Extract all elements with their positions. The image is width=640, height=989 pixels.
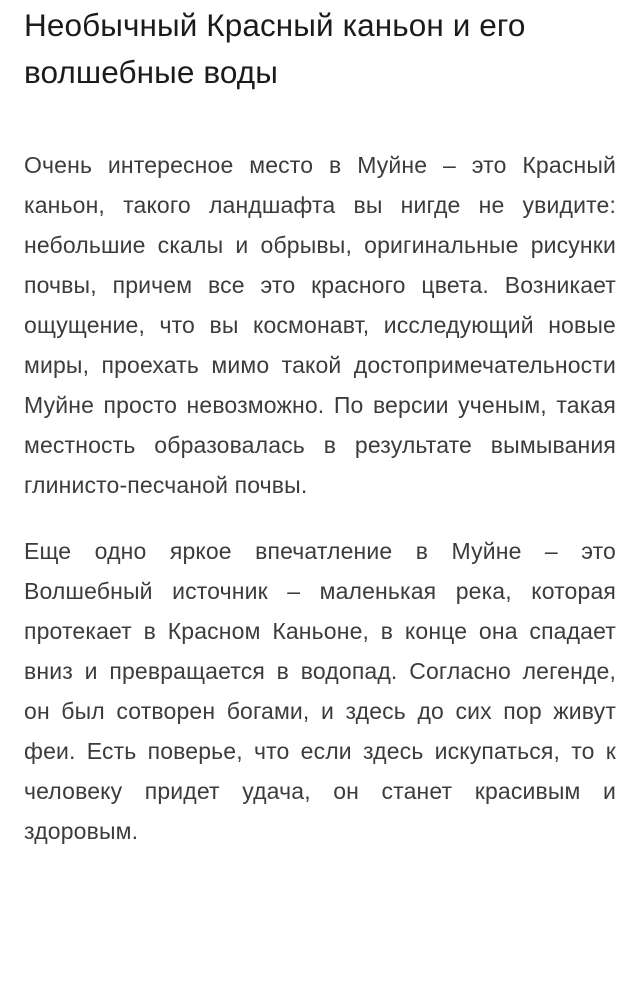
article-title: Необычный Красный каньон и его волшебные воды [24,7,526,90]
article-paragraph-red-canyon: Очень интересное место в Муйне – это Красный каньон, такого ландшафта вы нигде не увидите: небольшие скалы и обрывы, оригинальные рисунки почвы, причем все это красного цвета. Возникает ощущение, что вы космонавт, исследующий новые миры, проехать мимо такой достопримечательности Муйне просто невозможно. По версии ученым, такая местность образовалась в результате вымывания глинисто-песчаной почвы. [24,152,616,498]
article-paragraph-magic-spring: Еще одно яркое впечатление в Муйне – это Волшебный источник – маленькая река, которая протекает в Красном Каньоне, в конце она спадает вниз и превращается в водопад. Согласно легенде, он был сотворен богами, и здесь до сих пор живут феи. Есть поверье, что если здесь искупаться, то к человеку придет удача, он станет красивым и здоровым. [24,538,616,844]
